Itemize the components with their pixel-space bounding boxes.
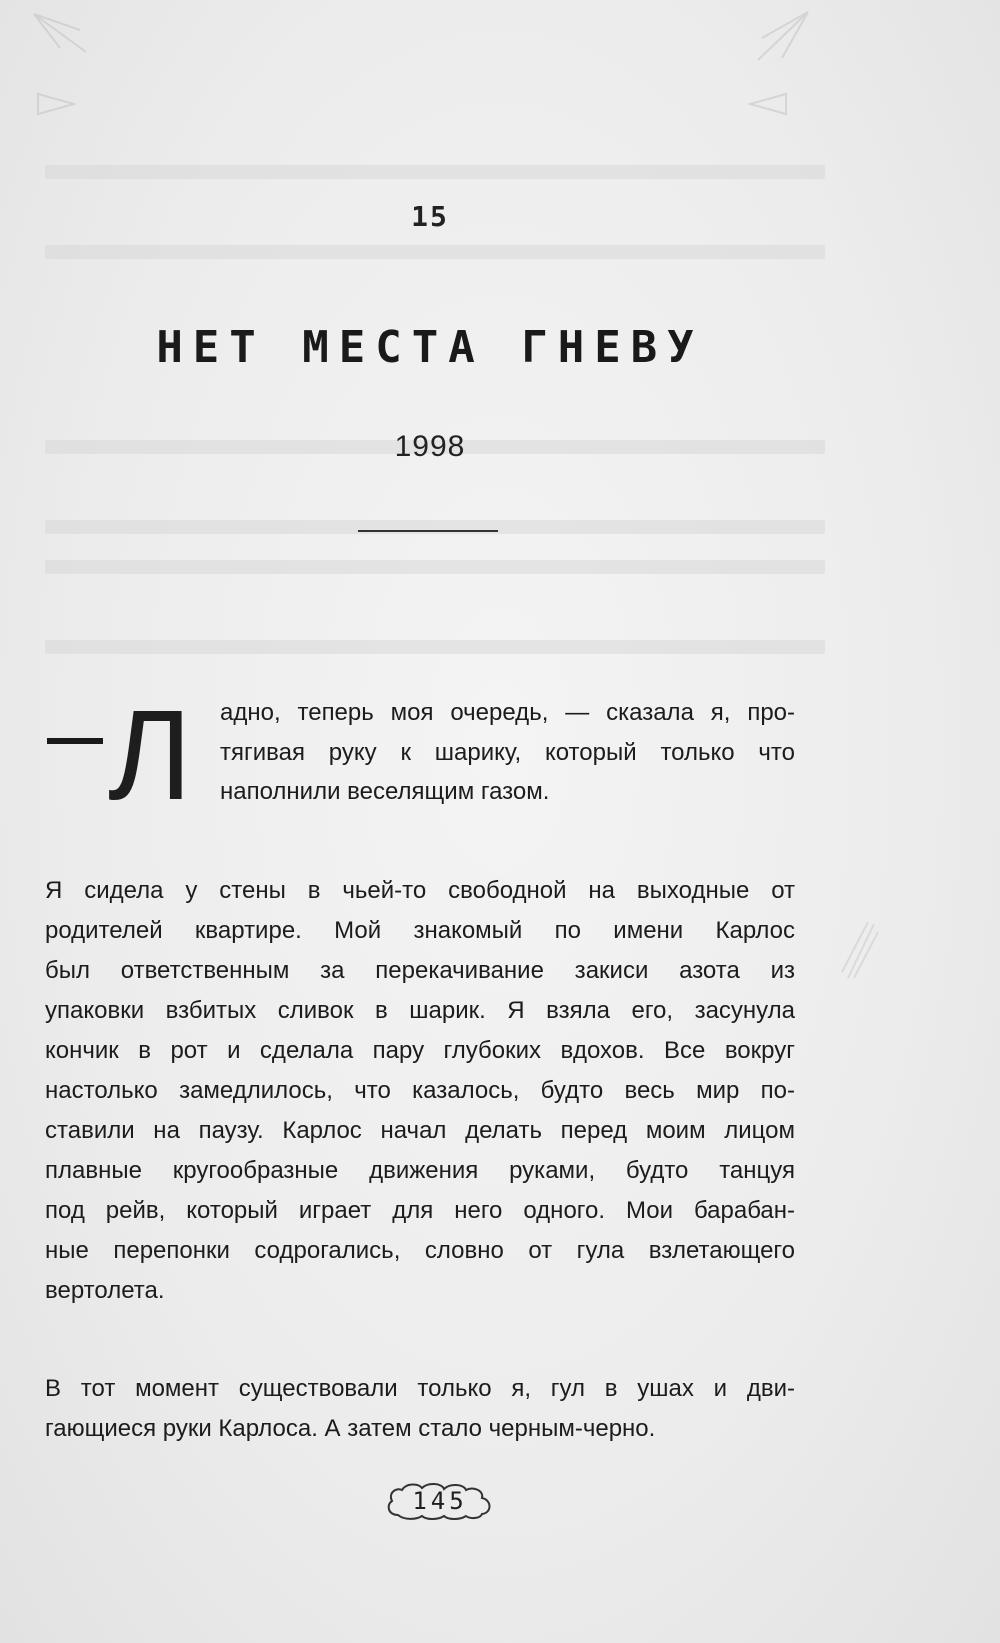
scribble-icon bbox=[840, 920, 880, 980]
show-through-line bbox=[45, 165, 825, 179]
text-line: плавные кругообразные движения руками, будто танцуя bbox=[45, 1157, 795, 1184]
text-line: родителей квартире. Мой знакомый по имени Карлос bbox=[45, 917, 795, 944]
chapter-number: 15 bbox=[411, 200, 449, 233]
drop-cap-dash bbox=[47, 738, 103, 744]
pennant-icon bbox=[748, 92, 788, 116]
text-line: был ответственным за перекачивание закиси азота из bbox=[45, 957, 795, 984]
text-line: адно, теперь моя очередь, — сказала я, про- bbox=[220, 699, 795, 726]
page-number: 145 bbox=[412, 1487, 468, 1515]
paper-plane-icon bbox=[30, 8, 90, 58]
text-line: В тот момент существовали только я, гул в ушах и дви- bbox=[45, 1375, 795, 1402]
text-line: ные перепонки содрогались, словно от гула взлетающего bbox=[45, 1237, 795, 1264]
show-through-line bbox=[45, 245, 825, 259]
pennant-icon bbox=[36, 92, 76, 116]
drop-cap-letter: Л bbox=[108, 684, 192, 827]
heading-divider bbox=[358, 530, 498, 532]
text-line: ставили на паузу. Карлос начал делать перед моим лицом bbox=[45, 1117, 795, 1144]
text-line: упаковки взбитых сливок в шарик. Я взяла его, засунула bbox=[45, 997, 795, 1024]
show-through-line bbox=[45, 640, 825, 654]
text-line: под рейв, который играет для него одного. Мои барабан- bbox=[45, 1197, 795, 1224]
text-line: настолько замедлилось, что казалось, будто весь мир по- bbox=[45, 1077, 795, 1104]
text-line: наполнили веселящим газом. bbox=[220, 778, 550, 805]
text-line: Я сидела у стены в чьей-то свободной на выходные от bbox=[45, 877, 795, 904]
show-through-line bbox=[45, 560, 825, 574]
text-line: кончик в рот и сделала пару глубоких вдохов. Все вокруг bbox=[45, 1037, 795, 1064]
chapter-year: 1998 bbox=[394, 430, 466, 463]
chapter-title: НЕТ МЕСТА ГНЕВУ bbox=[156, 322, 704, 373]
text-line: вертолета. bbox=[45, 1277, 165, 1304]
page-number-badge bbox=[384, 1481, 496, 1521]
text-line: тягивая руку к шарику, который только что bbox=[220, 739, 795, 766]
text-line: гающиеся руки Карлоса. А затем стало черным-черно. bbox=[45, 1415, 656, 1442]
paper-plane-icon bbox=[752, 8, 812, 68]
